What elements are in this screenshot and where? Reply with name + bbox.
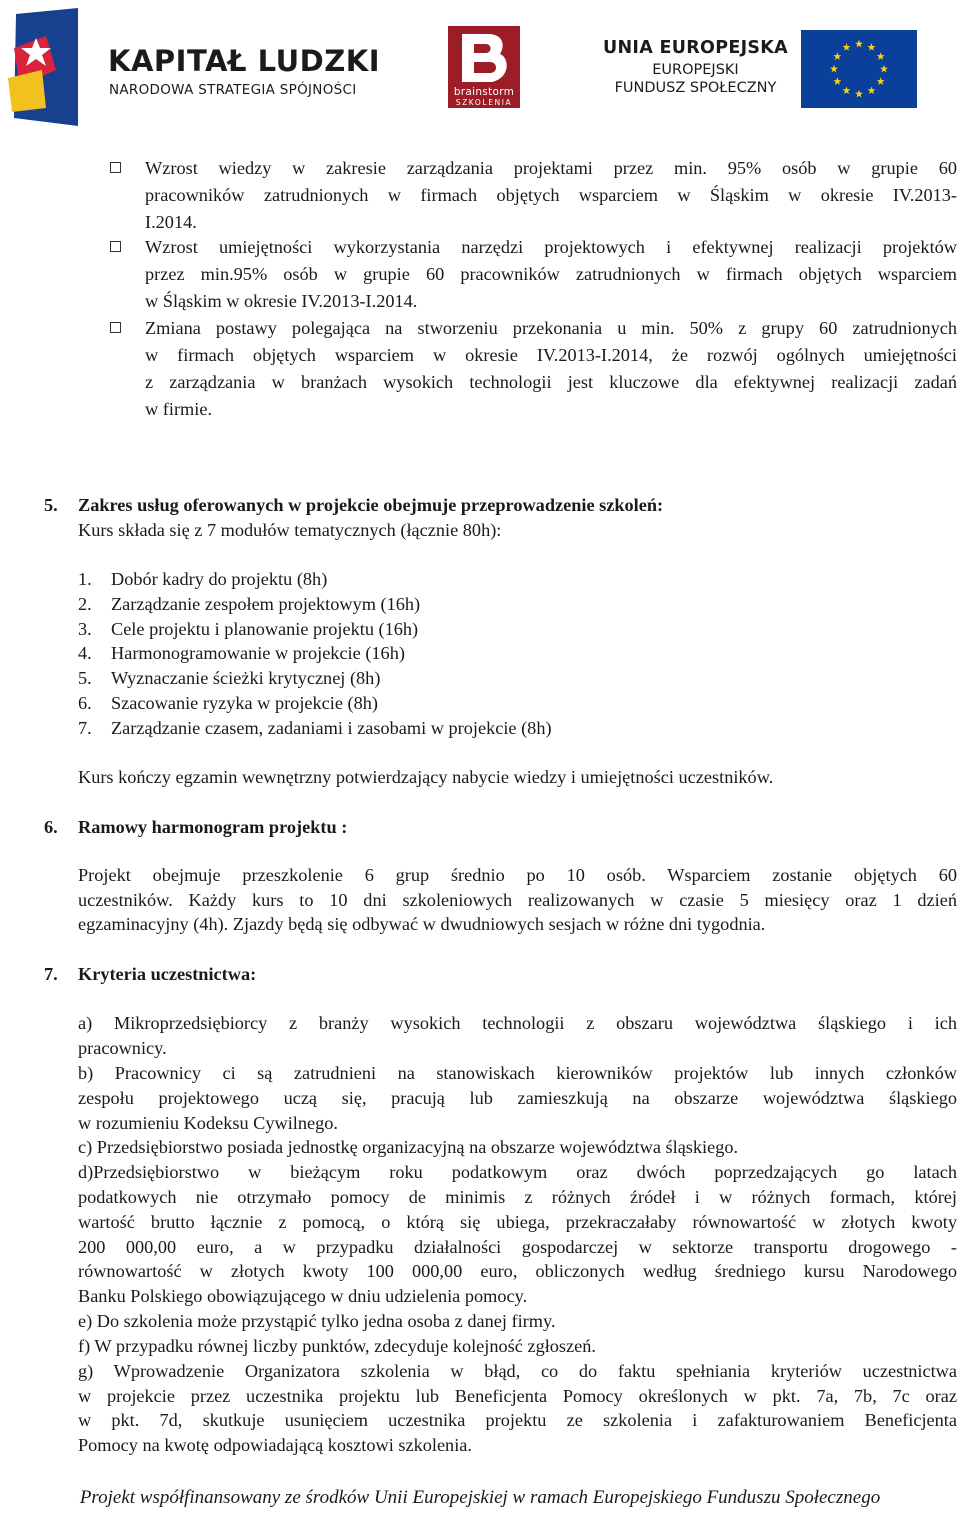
criteria-line-15: g) Wprowadzenie Organizatora szkolenia w błąd, co do faktu spełniania kryteriów uczestnictwa [78, 1361, 957, 1381]
eu-flag-icon [801, 30, 917, 108]
bullet-2-line-1: Wzrost umiejętności wykorzystania narzędzi projektowych i efektywnej realizacji projektów [145, 237, 957, 257]
section-6-line-3: egzaminacyjny (4h). Zjazdy będą się odbywać w dwudniowych sesjach w różne dni tygodnia. [78, 914, 766, 934]
criteria-line-7: d)Przedsiębiorstwo w bieżącym roku podatkowym oraz dwóch poprzedzających go latach [78, 1162, 957, 1182]
module-5-number: 5. [78, 668, 92, 688]
criteria-line-4: zespołu projektowego uczą się, pracują lub zamieszkują na obszarze województwa śląskiego [78, 1088, 957, 1108]
brainstorm-name: brainstorm [453, 86, 515, 98]
checkbox-bullet-icon [110, 162, 121, 173]
section-5-intro: Kurs składa się z 7 modułów tematycznych (łącznie 80h): [78, 520, 502, 540]
criteria-line-6: c) Przedsiębiorstwo posiada jednostkę organizacyjną na obszarze województwa śląskiego. [78, 1137, 739, 1157]
criteria-line-18: Pomocy na kwotę odpowiadającą kosztowi szkolenia. [78, 1435, 472, 1455]
module-5-text: Wyznaczanie ścieżki krytycznej (8h) [111, 668, 381, 688]
criteria-line-14: f) W przypadku równej liczby punktów, zdecyduje kolejność zgłoszeń. [78, 1336, 596, 1356]
page-header [0, 0, 960, 130]
criteria-line-16: w projekcie przez uczestnika projektu lub Beneficjenta Pomocy określonych w pkt. 7a, 7b, 7c oraz [78, 1386, 957, 1406]
criteria-line-5: w rozumieniu Kodeksu Cywilnego. [78, 1113, 338, 1133]
criteria-line-1: a) Mikroprzedsiębiorcy z branży wysokich technologii z obszaru województwa śląskiego i ich [78, 1013, 957, 1033]
module-4-number: 4. [78, 643, 92, 663]
criteria-line-11: równowartość w złotych kwoty 100 000,00 euro, obliczonych według średniego kursu Narodowego [78, 1261, 957, 1281]
module-6-text: Szacowanie ryzyka w projekcie (8h) [111, 693, 378, 713]
module-4-text: Harmonogramowanie w projekcie (16h) [111, 643, 405, 663]
module-6-number: 6. [78, 693, 92, 713]
section-6-line-1: Projekt obejmuje przeszkolenie 6 grup średnio po 10 osób. Wsparciem zostanie objętych 60 [78, 865, 957, 885]
bullet-3-line-4: w firmie. [145, 399, 213, 419]
eu-fund-label [603, 38, 788, 96]
criteria-line-12: Banku Polskiego obowiązującego w dniu udzielenia pomocy. [78, 1286, 528, 1306]
section-6-line-2: uczestników. Każdy kurs to 10 dni szkoleniowych realizowanych w czasie 5 miesięcy oraz 1 dzień [78, 890, 957, 910]
criteria-line-17: w pkt. 7d, skutkuje usunięciem uczestnika projektu ze szkolenia i zafakturowaniem Beneficjenta [78, 1410, 957, 1430]
criteria-line-9: wartość brutto łącznie z pomocą, o którą się ubiega, przekraczałaby równowartość w złotych kwoty [78, 1212, 957, 1232]
section-7-number: 7. [44, 964, 58, 984]
section-5-number: 5. [44, 495, 58, 515]
module-7-text: Zarządzanie czasem, zadaniami i zasobami w projekcie (8h) [111, 718, 552, 738]
module-1-text: Dobór kadry do projektu (8h) [111, 569, 328, 589]
module-7-number: 7. [78, 718, 92, 738]
module-2-text: Zarządzanie zespołem projektowym (16h) [111, 594, 421, 614]
bullet-1-line-2: pracowników zatrudnionych w firmach objętych wsparciem w Śląskim w okresie IV.2013- [145, 185, 957, 205]
bullet-3-line-2: w firmach objętych wsparciem w okresie IV.2013-I.2014, że rozwój ogólnych umiejętności [145, 345, 957, 365]
section-6-heading: Ramowy harmonogram projektu : [78, 817, 348, 837]
checkbox-bullet-icon [110, 322, 121, 333]
module-3-number: 3. [78, 619, 92, 639]
section-6-number: 6. [44, 817, 58, 837]
section-7-heading: Kryteria uczestnictwa: [78, 964, 257, 984]
brainstorm-subtitle: SZKOLENIA [455, 98, 513, 107]
criteria-line-2: pracownicy. [78, 1038, 167, 1058]
bullet-3-line-1: Zmiana postawy polegająca na stworzeniu przekonania u min. 50% z grupy 60 zatrudnionych [145, 318, 957, 338]
bullet-3-line-3: z zarządzania w branżach wysokich technologii jest kluczowe dla efektywnej realizacji zadań [145, 372, 957, 392]
bullet-1-line-1: Wzrost wiedzy w zakresie zarządzania projektami przez min. 95% osób w grupie 60 [145, 158, 957, 178]
bullet-2-line-3: w Śląskim w okresie IV.2013-I.2014. [145, 291, 418, 311]
bullet-1-line-3: I.2014. [145, 212, 197, 232]
eu-label-line1: UNIA EUROPEJSKA [602, 38, 788, 58]
eu-label-line2: EUROPEJSKI [652, 62, 739, 78]
module-2-number: 2. [78, 594, 92, 614]
kapital-ludzki-title: KAPITAŁ LUDZKI [108, 44, 381, 78]
kapital-ludzki-subtitle: NARODOWA STRATEGIA SPÓJNOŚCI [109, 82, 357, 98]
page-footer: Projekt współfinansowany ze środków Unii Europejskiej w ramach Europejskiego Funduszu Społecznego [79, 1487, 881, 1508]
module-3-text: Cele projektu i planowanie projektu (16h) [111, 619, 419, 639]
section-5-closing: Kurs kończy egzamin wewnętrzny potwierdzający nabycie wiedzy i umiejętności uczestników. [78, 767, 774, 787]
bullet-2-line-2: przez min.95% osób w grupie 60 pracowników zatrudnionych w firmach objętych wsparciem [145, 264, 957, 284]
module-1-number: 1. [78, 569, 92, 589]
criteria-line-10: 200 000,00 euro, a w przypadku działalności gospodarczej w sektorze transportu drogowego - [78, 1237, 957, 1257]
kapital-ludzki-logo-icon [6, 8, 80, 126]
criteria-line-3: b) Pracownicy ci są zatrudnieni na stanowiskach kierowników projektów lub innych członków [78, 1063, 957, 1083]
section-5-heading: Zakres usług oferowanych w projekcie obejmuje przeprowadzenie szkoleń: [78, 495, 664, 515]
criteria-line-8: podatkowych nie otrzymało pomocy de minimis z różnych źródeł i w różnych formach, której [78, 1187, 957, 1207]
eu-label-line3: FUNDUSZ SPOŁECZNY [614, 80, 777, 96]
criteria-line-13: e) Do szkolenia może przystąpić tylko jedna osoba z danej firmy. [78, 1311, 556, 1331]
checkbox-bullet-icon [110, 241, 121, 252]
